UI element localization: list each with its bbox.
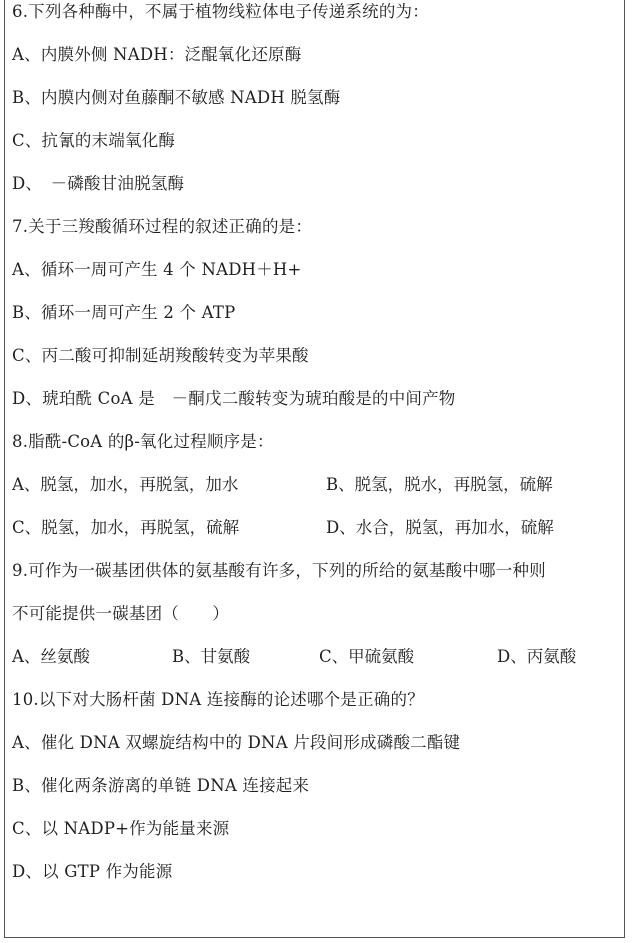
- q10-option-d: D、以 GTP 作为能源: [12, 862, 173, 881]
- q10-stem: 10.以下对大肠杆菌 DNA 连接酶的论述哪个是正确的？: [12, 690, 424, 709]
- q6-option-b: B、内膜内侧对鱼藤酮不敏感 NADH 脱氢酶: [12, 88, 341, 107]
- q7-option-c: C、丙二酸可抑制延胡羧酸转变为苹果酸: [12, 346, 309, 365]
- q7-option-a: A、循环一周可产生 4 个 NADH＋H+: [12, 260, 302, 279]
- q10-option-b: B、催化两条游离的单链 DNA 连接起来: [12, 776, 310, 795]
- q8-option-a: A、脱氢，加水，再脱氢，加水: [12, 475, 239, 494]
- q8-option-b: B、脱氢，脱水，再脱氢，硫解: [326, 475, 553, 494]
- q6-option-c: C、抗氰的末端氧化酶: [12, 131, 176, 150]
- q9-option-c: C、甲硫氨酸: [319, 647, 415, 666]
- q9-stem-line-2: 不可能提供一碳基团（ ）: [12, 604, 230, 623]
- q6-option-d: D、 －磷酸甘油脱氢酶: [12, 174, 185, 193]
- q9-option-d: D、丙氨酸: [497, 647, 577, 666]
- q9-option-b: B、甘氨酸: [172, 647, 251, 666]
- q9-stem-line-1: 9.可作为一碳基团供体的氨基酸有许多，下列的所给的氨基酸中哪一种则: [12, 561, 546, 580]
- q8-option-c: C、脱氢，加水，再脱氢，硫解: [12, 518, 240, 537]
- q9-option-a: A、丝氨酸: [12, 647, 90, 666]
- q6-stem: 6.下列各种酶中，不属于植物线粒体电子传递系统的为：: [12, 2, 429, 21]
- q8-stem: 8.脂酰-CoA 的β-氧化过程顺序是：: [12, 432, 274, 451]
- q8-option-d: D、水合，脱氢，再加水，硫解: [326, 518, 554, 537]
- q7-option-d: D、琥珀酰 CoA 是 －酮戊二酸转变为琥珀酸是的中间产物: [12, 389, 456, 408]
- q7-stem: 7.关于三羧酸循环过程的叙述正确的是：: [12, 217, 313, 236]
- q7-option-b: B、循环一周可产生 2 个 ATP: [12, 303, 236, 322]
- q6-option-a: A、内膜外侧 NADH：泛醌氧化还原酶: [12, 45, 302, 64]
- q10-option-c: C、以 NADP+作为能量来源: [12, 819, 230, 838]
- q10-option-a: A、催化 DNA 双螺旋结构中的 DNA 片段间形成磷酸二酯键: [12, 733, 461, 752]
